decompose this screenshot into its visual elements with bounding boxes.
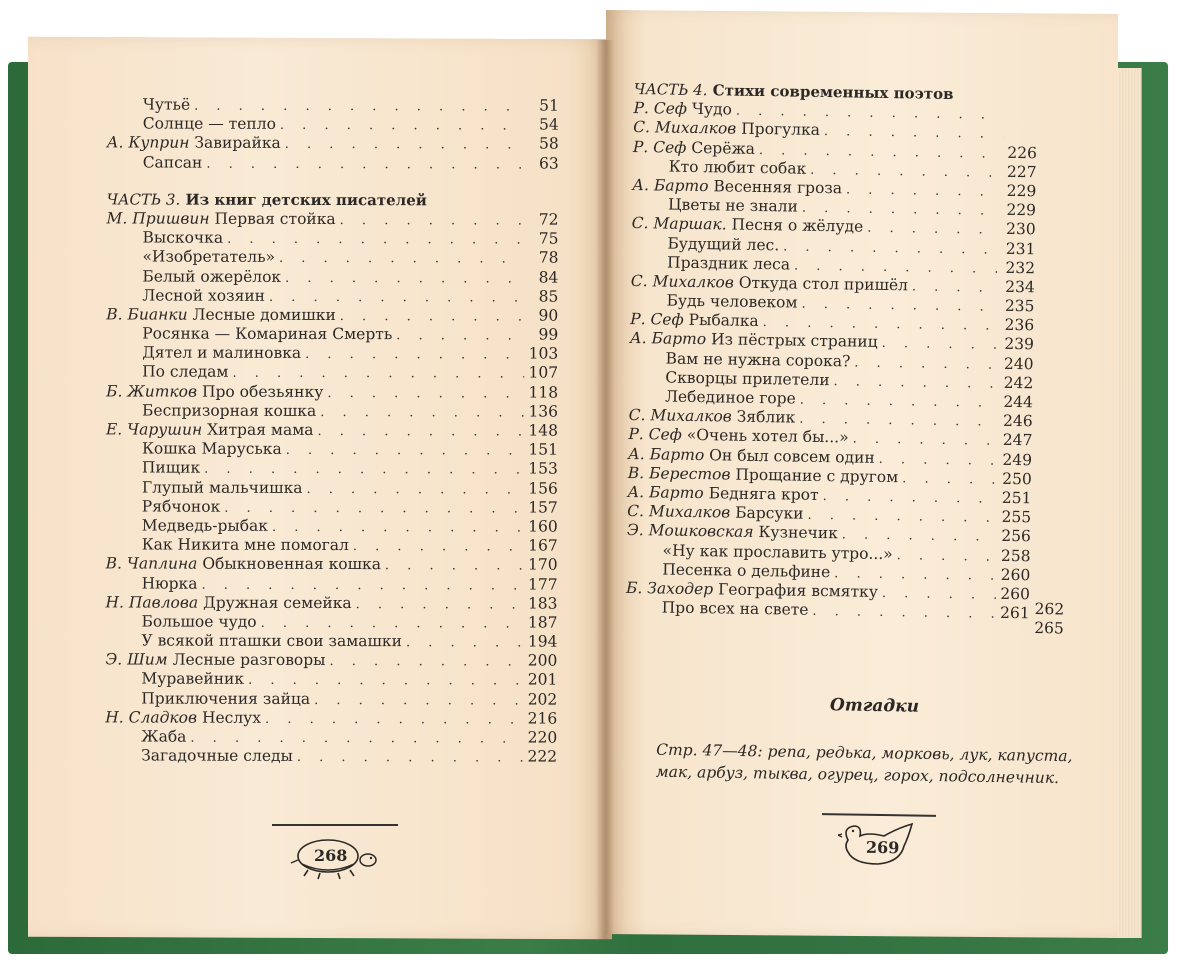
toc-entry <box>105 612 557 632</box>
toc-entry-text <box>106 420 314 440</box>
part3-heading <box>107 190 559 210</box>
toc-entry-title: Пищик <box>141 458 201 478</box>
toc-entry-title: Вам не нужна сорока? <box>665 349 851 371</box>
toc-leader-dots <box>340 211 525 231</box>
toc-entry-title: Прощание с другом <box>735 465 899 486</box>
toc-entry-author: А. Барто <box>632 175 709 196</box>
toc-entry-page: 160 <box>528 517 558 536</box>
toc-entry-page: 255 <box>1001 507 1032 527</box>
toc-entry <box>105 631 557 651</box>
toc-entry-title: Будущий лес. <box>667 234 780 254</box>
toc-entry-page: 262 <box>1034 600 1065 619</box>
toc-entry-page: 167 <box>528 536 558 555</box>
toc-entry-author: Р. Сеф <box>628 425 683 445</box>
toc-entry-author: А. Барто <box>627 444 705 464</box>
toc-entry-title: Бедняга крот <box>708 484 819 504</box>
toc-entry-page: 51 <box>539 96 559 115</box>
toc-entry-text <box>105 727 186 746</box>
toc-entry-author: С. Михалков <box>633 118 737 138</box>
toc-leader-dots <box>305 345 524 365</box>
toc-entry-text <box>107 209 336 229</box>
toc-entry <box>107 95 559 115</box>
toc-entry-title: Весенняя гроза <box>713 177 843 198</box>
toc-entry <box>106 459 558 479</box>
toc-entry-title: Зяблик <box>736 407 796 427</box>
toc-leader-dots <box>353 537 524 557</box>
toc-entry-page: 78 <box>538 248 559 267</box>
toc-entry-page: 157 <box>528 498 558 517</box>
toc-entry-page: 251 <box>1001 488 1032 508</box>
toc-entry-text <box>106 267 281 287</box>
right-extra-pages <box>1004 600 1065 639</box>
toc-leader-dots <box>340 307 525 327</box>
toc-entry-author: Н. Павлова <box>105 593 199 612</box>
toc-entry-author: Б. Заходер <box>625 578 714 599</box>
toc-entry-page: 230 <box>1005 220 1036 239</box>
toc-entry-author: С. Маршак. <box>631 214 727 234</box>
toc-entry-title: Лебединое горе <box>664 387 796 408</box>
toc-entry-author: В. Берестов <box>627 463 731 484</box>
toc-entry <box>106 574 558 594</box>
toc-leader-dots <box>232 364 524 384</box>
toc-entry-title: Будь человеком <box>666 291 798 312</box>
toc-entry-author: Е. Чарушин <box>105 420 203 439</box>
toc-entry-page: 136 <box>528 402 559 421</box>
toc-leader-dots <box>265 710 523 730</box>
toc-leader-dots <box>314 691 523 711</box>
toc-entry-page: 54 <box>539 115 559 134</box>
right-table-of-contents <box>626 80 1038 624</box>
toc-entry <box>107 115 559 135</box>
toc-leader-dots <box>867 219 1002 240</box>
toc-entry-page: 240 <box>1003 354 1034 373</box>
toc-entry-title: Он был совсем один <box>709 445 875 467</box>
toc-entry-title: Дятел и малиновка <box>142 343 302 363</box>
toc-entry-text <box>629 406 796 428</box>
toc-entry-title: Лесной хозяин <box>142 286 266 305</box>
part4-title: Стихи современных поэтов <box>712 81 954 104</box>
toc-entry <box>105 708 557 728</box>
toc-entry-title: Прогулка <box>741 120 821 140</box>
left-entries-top <box>107 95 559 173</box>
toc-entry-text <box>105 651 325 671</box>
toc-entry-page: 63 <box>538 154 559 173</box>
toc-entry-page: 153 <box>528 459 558 478</box>
toc-leader-dots <box>833 372 999 394</box>
toc-entry-page: 170 <box>528 555 558 574</box>
toc-leader-dots <box>327 384 524 404</box>
toc-entry-title: Муравейник <box>141 669 245 689</box>
toc-entry <box>106 363 558 383</box>
toc-leader-dots <box>297 748 523 768</box>
toc-entry-page: 256 <box>1001 527 1032 546</box>
toc-entry-title: Сапсан <box>142 153 203 172</box>
toc-entry-author: Р. Сеф <box>630 310 684 330</box>
toc-entry-page: 222 <box>527 747 558 766</box>
toc-leader-dots <box>272 518 524 538</box>
toc-entry-text <box>630 310 759 331</box>
toc-leader-dots <box>356 595 524 615</box>
toc-entry-author: В. Бианки <box>106 305 188 324</box>
toc-entry-title: Обыкновенная кошка <box>202 554 381 574</box>
toc-entry-text <box>626 598 809 620</box>
toc-entry-title: Кузнечик <box>758 523 838 543</box>
toc-leader-dots <box>190 729 523 749</box>
toc-entry <box>106 516 558 536</box>
toc-entry-title: Неслух <box>201 708 262 727</box>
toc-entry-title: Рыбалка <box>688 311 759 331</box>
toc-entry-title: Дружная семейка <box>203 593 352 612</box>
toc-entry-page: 118 <box>528 383 559 402</box>
toc-entry <box>106 593 558 613</box>
toc-entry-author: А. Барто <box>629 329 707 349</box>
toc-entry-page: 58 <box>538 134 559 153</box>
toc-entry-page: 183 <box>527 594 558 613</box>
toc-entry <box>106 305 558 325</box>
toc-entry <box>106 248 558 268</box>
toc-leader-dots <box>320 403 524 423</box>
toc-entry-text <box>107 134 281 154</box>
toc-leader-dots <box>286 441 524 461</box>
toc-entry-author: Р. Сеф <box>632 137 687 157</box>
toc-entry-title: Глупый мальчишка <box>141 478 303 497</box>
toc-entry-page: 148 <box>528 421 559 440</box>
toc-leader-dots <box>385 556 524 576</box>
toc-entry-page: 226 <box>1007 143 1038 162</box>
toc-entry <box>105 651 557 671</box>
toc-entry-title: Завирайка <box>194 134 281 153</box>
right-page-number: 269 <box>865 837 900 858</box>
toc-entry-title: У всякой пташки свои замашки <box>141 631 402 651</box>
toc-entry-title: Приключения зайца <box>141 689 311 708</box>
toc-entry-title: Рябчонок <box>141 497 221 516</box>
toc-entry-title: Откуда стол пришёл <box>738 273 909 295</box>
toc-entry-page: 229 <box>1006 200 1037 220</box>
toc-entry <box>105 689 557 709</box>
toc-entry-author: С. Михалков <box>628 406 732 426</box>
toc-entry-page: 234 <box>1005 277 1035 297</box>
toc-entry-text <box>106 536 349 556</box>
toc-entry <box>106 286 558 306</box>
toc-leader-dots <box>406 633 524 653</box>
answers-text: Стр. 47—48: репа, редька, морковь, лук, капуста, мак, арбуз, тыква, огурец, горох, подсолнечник. <box>655 740 1073 788</box>
book-spine <box>596 40 614 940</box>
toc-leader-dots <box>396 326 524 346</box>
toc-leader-dots <box>227 230 524 250</box>
toc-entry-text <box>106 382 323 402</box>
toc-leader-dots <box>897 546 997 567</box>
toc-entry-title: Белый ожерёлок <box>142 267 282 286</box>
toc-entry-text <box>106 555 381 575</box>
toc-entry-title: Беспризорная кошка <box>142 401 317 420</box>
toc-entry-author: Э. Мошковская <box>626 521 754 542</box>
toc-entry <box>106 267 558 287</box>
toc-entry-title: География всмятку <box>717 580 879 601</box>
toc-entry <box>106 401 558 421</box>
toc-entry-page: 201 <box>527 670 558 690</box>
toc-entry-page: 99 <box>538 325 559 344</box>
toc-leader-dots <box>201 575 523 595</box>
toc-leader-dots <box>318 422 525 442</box>
toc-entry-page: 261 <box>999 603 1030 623</box>
toc-leader-dots <box>269 288 524 308</box>
toc-entry-page: 232 <box>1005 258 1036 278</box>
toc-entry-title: Лесные домишки <box>192 305 336 324</box>
toc-leader-dots <box>902 469 998 490</box>
toc-entry-text <box>105 631 402 651</box>
toc-entry <box>106 497 558 517</box>
toc-entry-page: 187 <box>527 613 558 632</box>
toc-leader-dots <box>280 116 525 136</box>
toc-entry-title: Кто любит собак <box>668 157 807 178</box>
toc-entry-text <box>630 291 797 313</box>
toc-entry-page: 236 <box>1004 316 1035 335</box>
toc-leader-dots <box>194 97 525 117</box>
toc-entry-author: С. Михалков <box>630 271 735 292</box>
toc-entry-page: 260 <box>1000 584 1031 604</box>
toc-leader-dots <box>882 584 996 605</box>
toc-entry-page: 216 <box>527 709 558 728</box>
toc-entry-text <box>105 689 310 709</box>
toc-entry-page: 265 <box>1034 619 1064 638</box>
toc-entry-author: А. Куприн <box>106 133 190 153</box>
toc-leader-dots <box>285 135 525 155</box>
toc-entry-title: Жаба <box>141 727 187 746</box>
footer-rule-left <box>272 824 398 826</box>
toc-entry-text <box>106 248 275 268</box>
toc-entry-text <box>107 153 203 172</box>
toc-entry <box>106 440 558 460</box>
part3-label: ЧАСТЬ 3. <box>106 190 181 209</box>
toc-leader-dots <box>248 671 523 691</box>
toc-entry-page: 177 <box>527 575 558 594</box>
toc-entry <box>105 670 557 690</box>
toc-entry <box>106 344 558 364</box>
toc-entry <box>105 727 557 747</box>
toc-entry-text <box>633 99 732 120</box>
toc-leader-dots <box>912 277 1001 298</box>
toc-leader-dots <box>285 268 524 288</box>
toc-entry-page: 72 <box>538 210 559 229</box>
part3-entries <box>105 209 558 767</box>
toc-entry-page: 247 <box>1002 431 1033 450</box>
toc-entry <box>106 229 558 249</box>
toc-entry-title: Лесные разговоры <box>172 650 326 670</box>
toc-entry-author: Б. Житков <box>106 382 198 401</box>
toc-entry-title: Про обезьянку <box>201 382 324 401</box>
toc-entry-title: Первая стойка <box>214 209 336 228</box>
toc-entry-title: Песенка о дельфине <box>662 560 831 581</box>
toc-entry <box>107 153 559 173</box>
toc-leader-dots <box>279 249 525 269</box>
toc-entry-text <box>105 670 244 690</box>
toc-entry <box>106 478 558 498</box>
toc-leader-dots <box>306 479 523 499</box>
toc-entry-page: 85 <box>538 287 559 306</box>
toc-entry-author: С. Михалков <box>627 502 731 522</box>
toc-entry-text <box>106 516 268 536</box>
toc-entry-page: 202 <box>527 690 558 709</box>
toc-entry-page: 229 <box>1006 181 1037 201</box>
toc-entry-author: В. Чаплина <box>105 554 198 573</box>
toc-leader-dots <box>854 353 1000 374</box>
toc-entry-page: 231 <box>1005 239 1036 258</box>
toc-entry-text <box>107 115 276 135</box>
toc-entry-page: 246 <box>1002 412 1033 431</box>
toc-entry-title: Как Никита мне помогал <box>141 535 349 555</box>
toc-entry-page: 227 <box>1006 162 1037 182</box>
toc-entry-page: 200 <box>527 651 558 670</box>
toc-entry-title: Загадочные следы <box>141 746 293 766</box>
toc-entry-page: 244 <box>1003 392 1034 412</box>
toc-entry <box>107 209 559 229</box>
part4-label: ЧАСТЬ 4. <box>633 80 708 100</box>
toc-entry-title: Цветы не знали <box>667 195 799 216</box>
toc-entry-title: Чудо <box>691 100 733 119</box>
toc-entry-page: 250 <box>1002 469 1032 489</box>
part3-title: Из книг детских писателей <box>185 190 427 209</box>
toc-entry <box>106 420 558 440</box>
toc-entry-page: 103 <box>528 344 559 363</box>
toc-entry-page: 107 <box>528 363 559 383</box>
toc-entry-title: Из пёстрых страниц <box>710 330 878 352</box>
toc-entry-text <box>106 497 221 517</box>
toc-entry-page: 258 <box>1000 546 1031 565</box>
toc-entry-title: «Очень хотел бы...» <box>686 426 849 447</box>
toc-entry-text <box>106 286 265 306</box>
left-page-number: 268 <box>314 846 348 865</box>
toc-entry-text <box>105 747 293 767</box>
toc-entry-author: Э. Шим <box>105 650 168 669</box>
toc-entry-page: 75 <box>538 229 559 248</box>
section-gap <box>107 172 559 191</box>
toc-entry-text <box>633 138 755 159</box>
toc-entry <box>105 747 557 767</box>
toc-entry-text <box>106 401 316 421</box>
toc-entry-text <box>106 305 336 325</box>
toc-entry-title: Большое чудо <box>141 612 257 631</box>
toc-entry-title: Нюрка <box>141 574 198 593</box>
toc-entry-page: 242 <box>1003 373 1034 393</box>
toc-entry-title: Выскочка <box>142 228 224 247</box>
toc-entry-page: 220 <box>527 728 558 747</box>
toc-entry-text <box>106 478 303 498</box>
toc-leader-dots <box>330 652 524 672</box>
toc-entry <box>106 536 558 556</box>
toc-entry-title: Росянка — Комариная Смерть <box>142 324 393 344</box>
toc-leader-dots <box>881 334 1000 355</box>
toc-entry-text <box>106 440 282 460</box>
toc-leader-dots <box>204 460 524 480</box>
toc-entry-author: М. Пришвин <box>106 209 210 228</box>
toc-entry-title: Серёжа <box>691 138 756 158</box>
toc-leader-dots <box>224 498 524 518</box>
toc-entry-author: Р. Сеф <box>633 99 688 119</box>
toc-entry-page: 84 <box>538 268 559 287</box>
toc-entry-text <box>629 387 796 409</box>
toc-entry <box>107 134 559 154</box>
toc-entry-text <box>107 95 190 114</box>
toc-entry-page: 239 <box>1004 335 1035 354</box>
toc-entry-title: «Изобретатель» <box>142 247 276 267</box>
toc-entry-text <box>106 229 223 249</box>
toc-entry-title: Праздник леса <box>667 253 791 274</box>
toc-entry-title: Медведь-рыбак <box>141 516 269 535</box>
toc-entry-page: 235 <box>1004 296 1035 316</box>
toc-entry-title: Солнце — тепло <box>142 114 276 134</box>
toc-entry-page: 90 <box>538 306 559 325</box>
toc-entry-text <box>631 233 779 255</box>
toc-entry-title: Чутьё <box>142 95 191 114</box>
toc-entry-page: 260 <box>1000 565 1031 584</box>
toc-leader-dots <box>206 154 524 174</box>
toc-entry-page: 151 <box>528 440 558 459</box>
toc-entry-author: Н. Сладков <box>105 708 198 727</box>
toc-leader-dots <box>846 180 1003 202</box>
toc-entry-title: Про всех на свете <box>661 598 809 619</box>
toc-entry-title: Барсуки <box>735 503 804 523</box>
toc-entry-text <box>105 708 261 728</box>
toc-entry-text <box>631 253 790 275</box>
toc-entry-text <box>106 344 301 364</box>
toc-entry-text <box>106 593 352 613</box>
toc-entry-title: Песня о жёлуде <box>731 215 864 236</box>
toc-entry-title: По следам <box>142 362 229 382</box>
toc-leader-dots <box>261 614 524 634</box>
toc-entry-text <box>106 574 198 593</box>
toc-entry-text <box>106 363 228 383</box>
part4-entries <box>626 99 1038 623</box>
toc-entry-text <box>106 324 392 344</box>
toc-entry-page: 194 <box>527 632 558 651</box>
toc-entry-title: «Ну как прославить утро...» <box>662 541 893 563</box>
toc-entry <box>106 382 558 402</box>
toc-entry-page: 156 <box>528 479 558 498</box>
toc-entry <box>106 324 558 344</box>
toc-leader-dots <box>812 602 995 624</box>
toc-entry-text <box>105 612 256 632</box>
answers-heading: Отгадки <box>829 695 920 717</box>
toc-entry-title: Скворцы прилетели <box>665 368 830 389</box>
toc-entry-title: Кошка Маруська <box>141 439 282 459</box>
toc-entry-author: А. Барто <box>627 482 704 503</box>
toc-entry <box>106 555 558 575</box>
toc-entry-text <box>106 459 200 478</box>
left-table-of-contents <box>105 95 559 767</box>
toc-entry-text <box>632 195 798 217</box>
toc-entry-title: Хитрая мама <box>207 420 314 439</box>
toc-entry-page: 249 <box>1002 450 1033 469</box>
